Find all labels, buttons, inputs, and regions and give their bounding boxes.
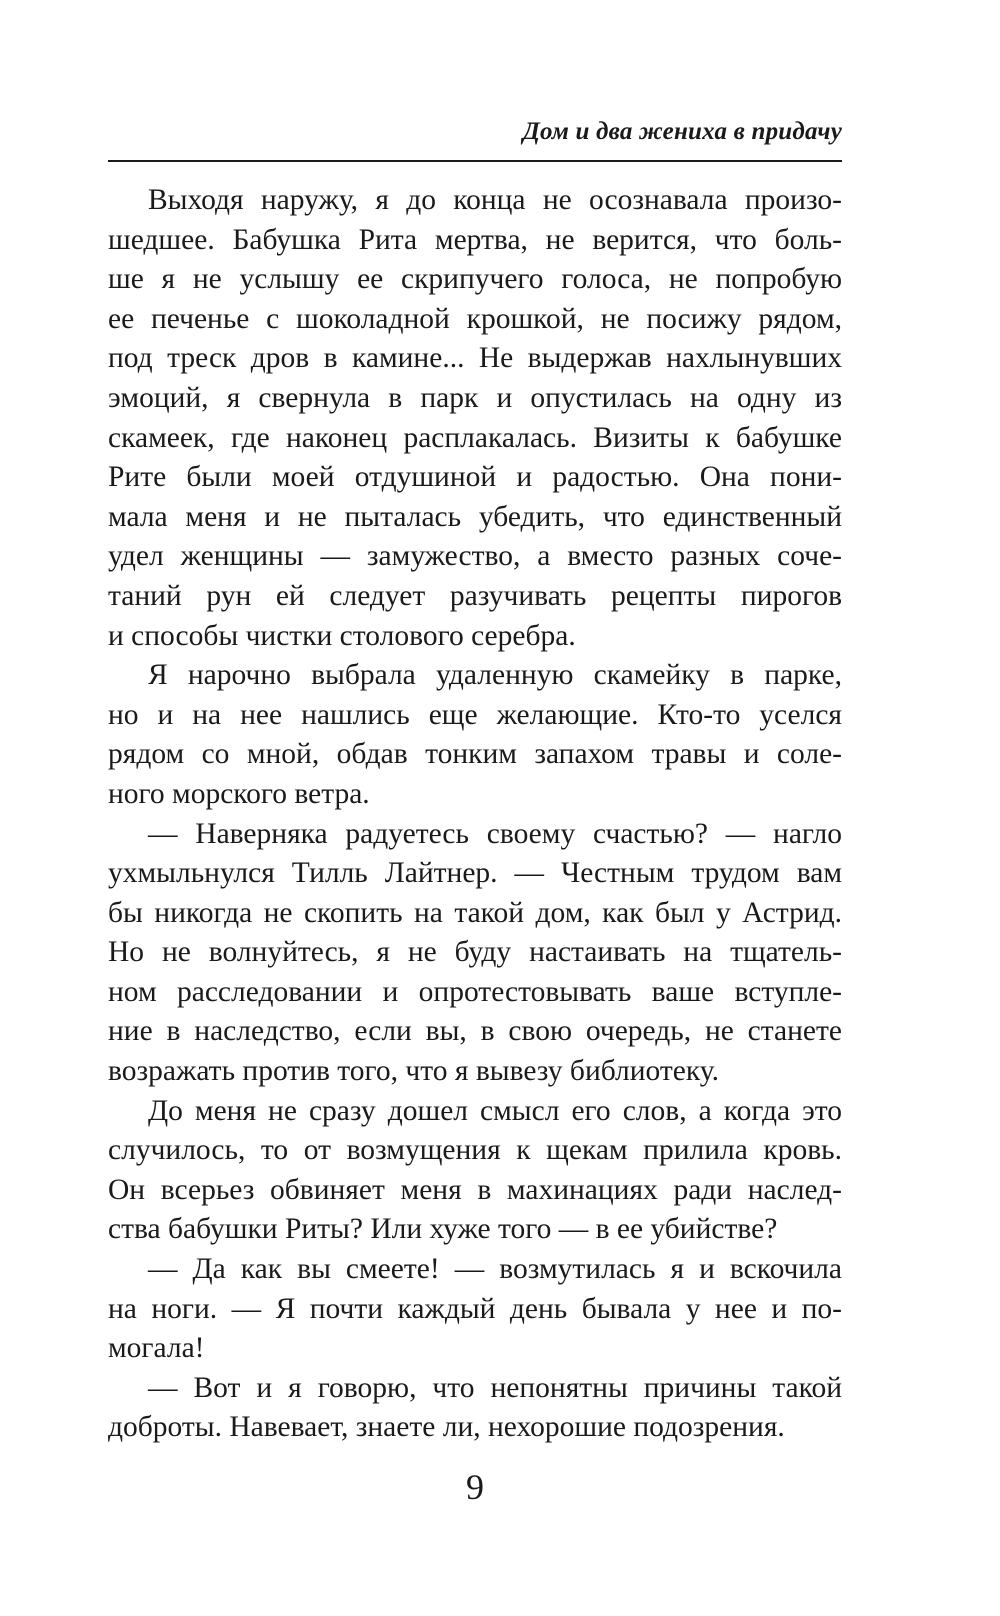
text-line: случилось, то от возмущения к щекам прилила кровь. (108, 1134, 842, 1167)
body-text (108, 181, 842, 1448)
text-line: бы никогда не скопить на такой дом, как был у Астрид. (108, 896, 842, 929)
text-line: под треск дров в камине... Не выдержав нахлынувших (108, 342, 842, 375)
text-line: Выходя наружу, я до конца не осознавала произо- (148, 184, 842, 216)
running-header-title: Дом и два жениха в придачу (522, 118, 842, 145)
text-line: мала меня и не пыталась убедить, что единственный (108, 500, 842, 533)
paragraph (108, 181, 842, 656)
text-line: удел женщины — замужество, а вместо разных соче- (108, 540, 842, 573)
text-line: эмоций, я свернула в парк и опустилась на одну из (108, 381, 842, 414)
text-line: ние в наследство, если вы, в свою очередь, не станете (108, 1015, 842, 1048)
text-line: возражать против того, что я вывезу библиотеку. (108, 1055, 719, 1088)
text-line: ства бабушки Риты? Или хуже того — в ее убийстве? (108, 1213, 778, 1246)
paragraph (108, 1369, 842, 1448)
page-number: 9 (466, 1467, 484, 1507)
text-line: но и на нее нашлись еще желающие. Кто-то уселся (108, 698, 842, 731)
text-line: и способы чистки столового серебра. (108, 619, 576, 652)
text-line: ном расследовании и опротестовывать ваше вступле- (108, 975, 842, 1008)
text-line: — Да как вы смеете! — возмутилась я и вскочила (148, 1253, 842, 1286)
text-line: ного морского ветра. (108, 777, 370, 810)
header-rule (108, 160, 842, 162)
text-line: — Наверняка радуетесь своему счастью? — нагло (148, 817, 842, 850)
text-line: Рите были моей отдушиной и радостью. Она пони- (108, 461, 842, 494)
paragraph (108, 656, 842, 814)
text-line: — Вот и я говорю, что непонятны причины такой (148, 1371, 842, 1404)
text-line: таний рун ей следует разучивать рецепты пирогов (108, 579, 842, 612)
paragraph (108, 1250, 842, 1369)
text-line: на ноги. — Я почти каждый день бывала у нее и по- (108, 1292, 842, 1325)
text-line: рядом со мной, обдав тонким запахом травы и соле- (108, 738, 842, 771)
book-page (108, 0, 842, 1616)
text-line: Он всерьез обвиняет меня в махинациях ради наслед- (108, 1173, 842, 1206)
text-line: ее печенье с шоколадной крошкой, не посижу рядом, (108, 302, 842, 335)
paragraph (108, 815, 842, 1092)
paragraph (108, 1092, 842, 1250)
text-line: ше я не услышу ее скрипучего голоса, не попробую (108, 263, 842, 296)
text-line: доброты. Навевает, знаете ли, нехорошие подозрения. (108, 1411, 785, 1444)
text-line: шедшее. Бабушка Рита мертва, не верится, что боль- (108, 223, 842, 256)
text-line: ухмыльнулся Тилль Лайтнер. — Честным трудом вам (108, 857, 842, 890)
text-line: Я нарочно выбрала удаленную скамейку в парке, (148, 659, 842, 692)
text-line: До меня не сразу дошел смысл его слов, а когда это (148, 1094, 842, 1127)
text-line: Но не волнуйтесь, я не буду настаивать на тщатель- (108, 936, 842, 969)
text-line: скамеек, где наконец расплакалась. Визиты к бабушке (108, 421, 842, 454)
text-line: могала! (108, 1332, 205, 1365)
